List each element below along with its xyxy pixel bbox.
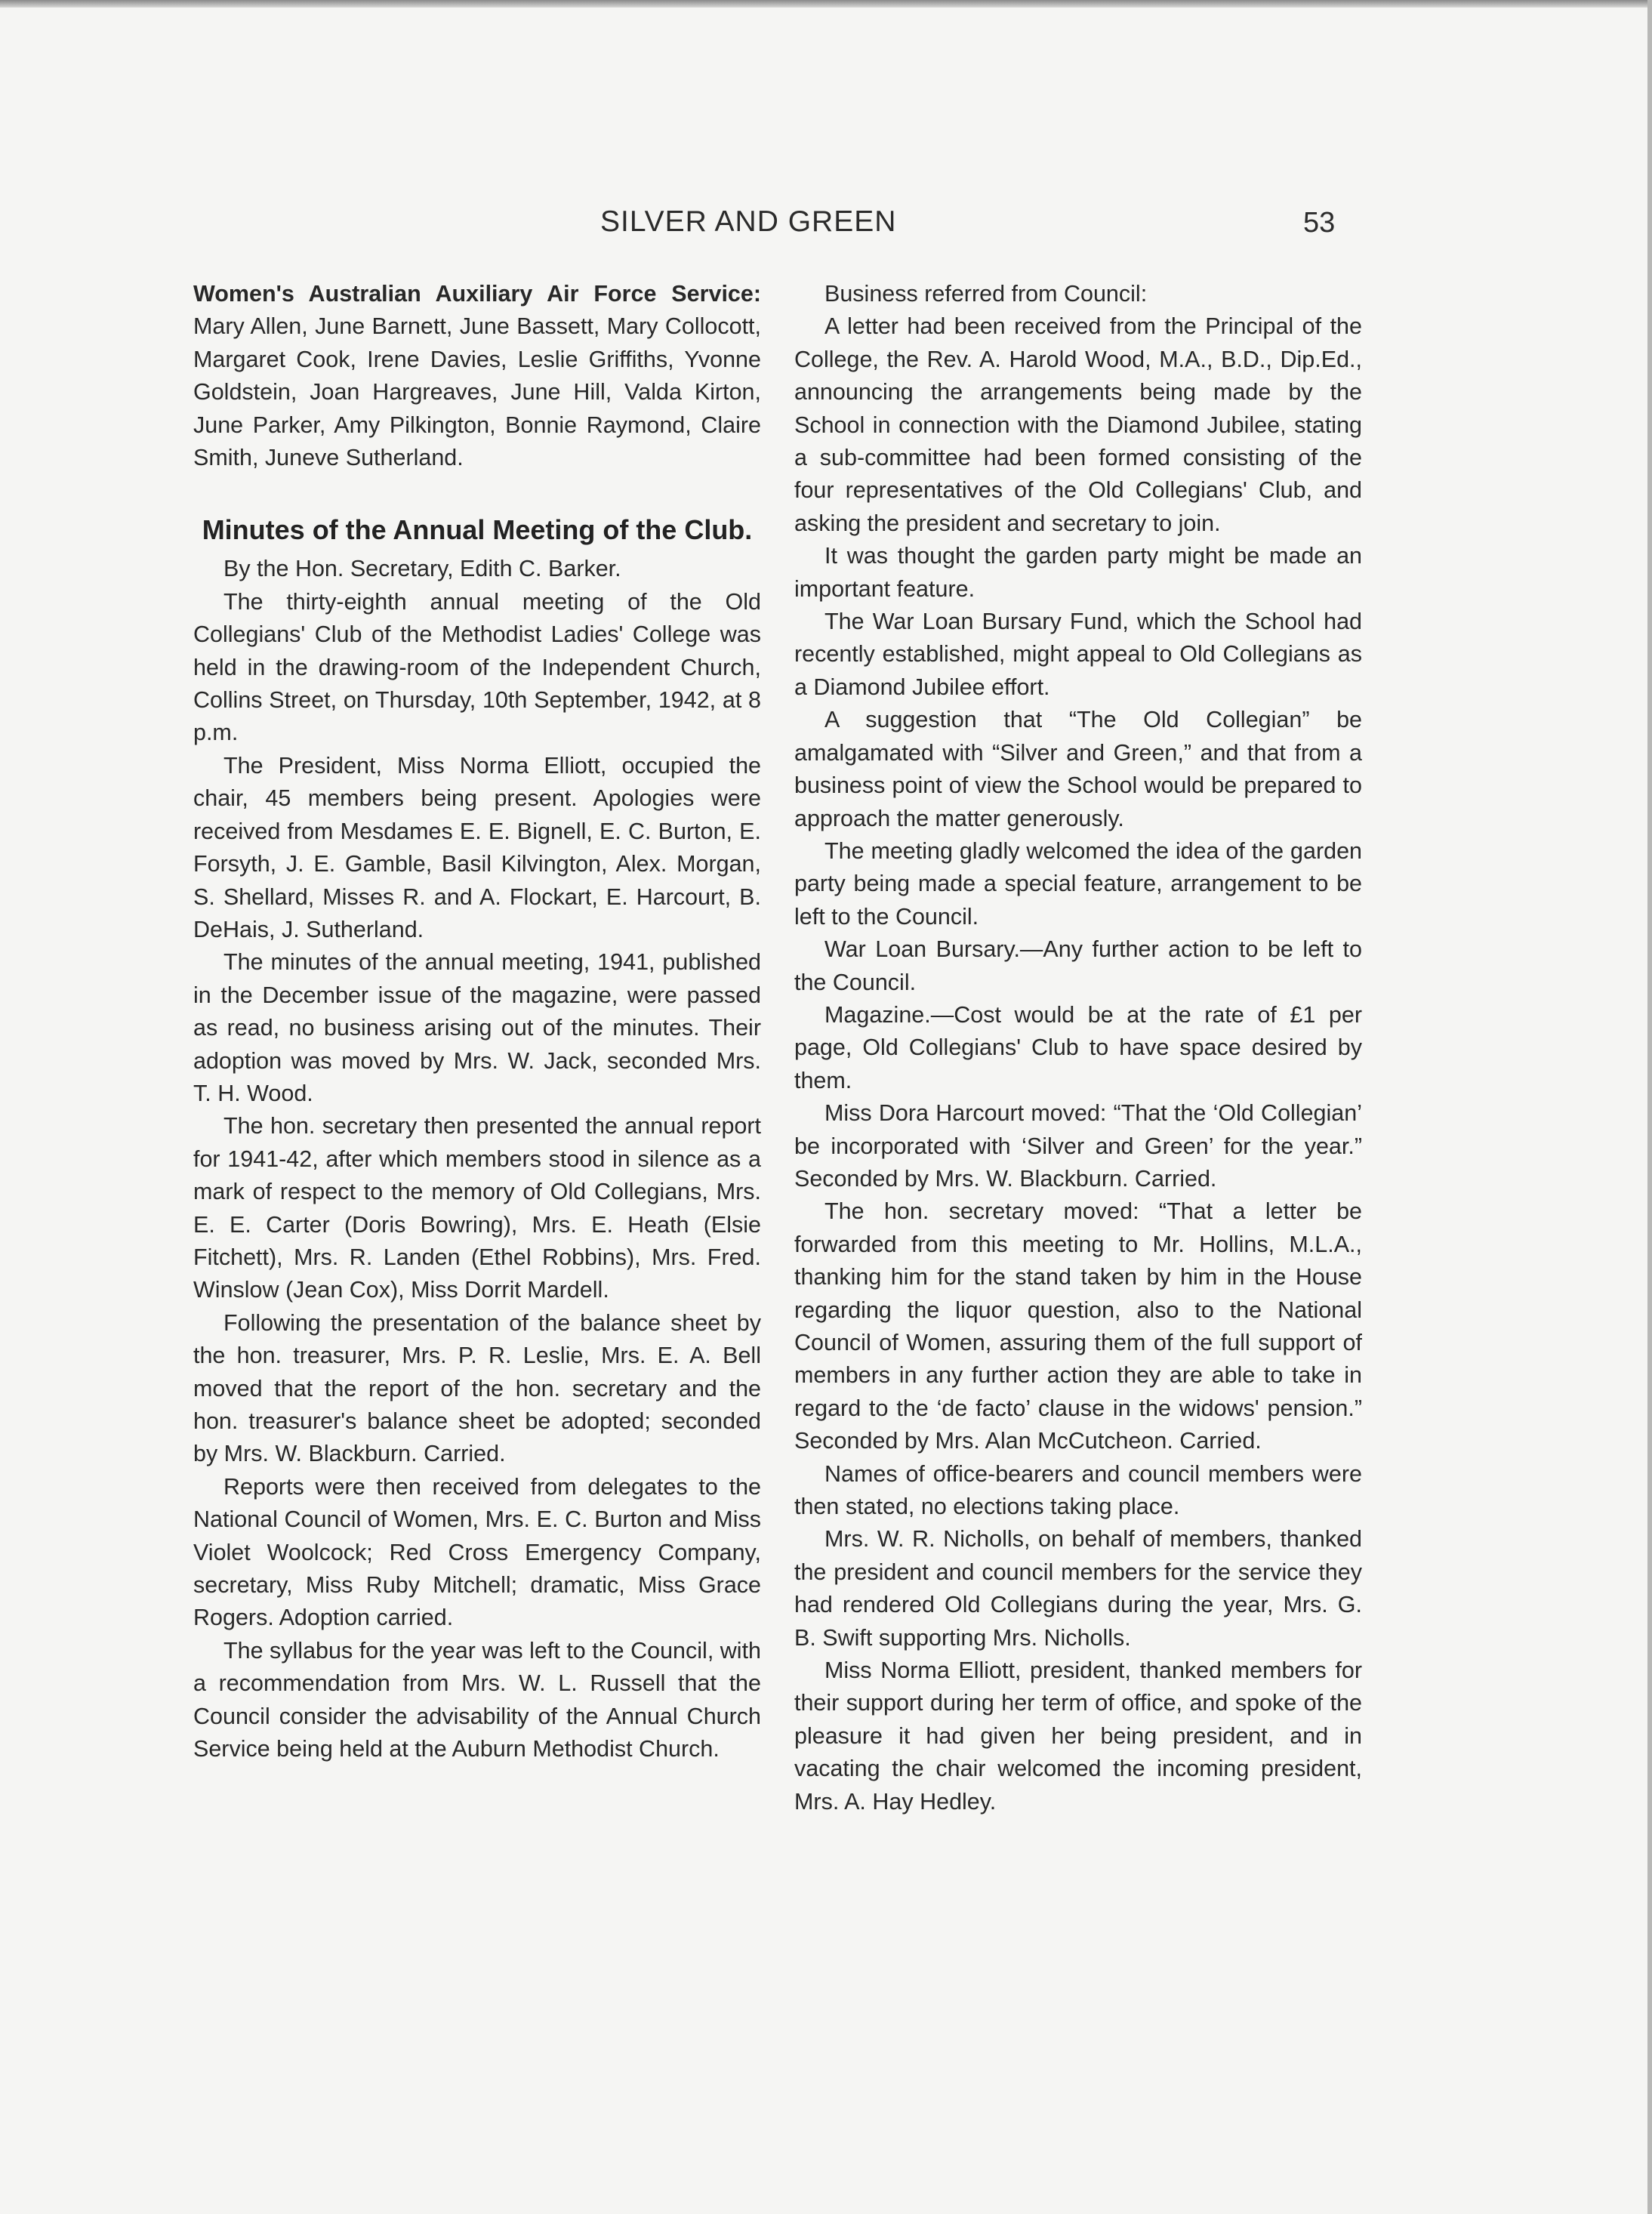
body-paragraph: Reports were then received from delegates to the National Council of Women, Mrs. E. C. Burton and Miss Violet Woolcock; Red Cross Emergency Company, secretary, Miss Ruby Mitchell; dramatic, Miss Grace Rogers. Adoption carried. xyxy=(193,1473,761,1631)
minutes-section-title: Minutes of the Annual Meeting of the Club. xyxy=(202,514,753,546)
body-paragraph: Miss Dora Harcourt moved: “That the ‘Old Collegian’ be incorporated with ‘Silver and Green’ for the year.” Seconded by Mrs. W. Blackburn. Carried. xyxy=(794,1100,1362,1192)
body-paragraph: The meeting gladly welcomed the idea of the garden party being made a special feature, arrangement to be left to the Council. xyxy=(794,837,1362,930)
body-paragraph: Mrs. W. R. Nicholls, on behalf of members, thanked the president and council members for the service they had rendered Old Collegians during the year, Mrs. G. B. Swift supporting Mrs. Nicholls. xyxy=(794,1526,1362,1651)
body-paragraph: War Loan Bursary.—Any further action to be left to the Council. xyxy=(794,936,1362,995)
body-paragraph: A suggestion that “The Old Collegian” be amalgamated with “Silver and Green,” and that from a business point of view the School would be prepared to approach the matter generously. xyxy=(794,707,1362,831)
byline-paragraph: By the Hon. Secretary, Edith C. Barker. xyxy=(223,556,621,582)
body-paragraph: Business referred from Council: xyxy=(824,281,1148,307)
body-paragraph: The hon. secretary moved: “That a letter be forwarded from this meeting to Mr. Hollins, M.L.A., thanking him for the stand taken by him in the House regarding the liquor question, also to the National Council of Women, assuring them of the full support of members in any further action they are able to take in regard to the ‘de facto’ clause in the widows' pension.” Seconded by Mrs. Alan McCutcheon. Carried. xyxy=(794,1198,1362,1454)
body-paragraph: The syllabus for the year was left to the Council, with a recommendation from Mrs. W. L. Russell that the Council consider the advisability of the Annual Church Service being held at the Auburn Methodist Church. xyxy=(193,1637,761,1762)
body-paragraph: The President, Miss Norma Elliott, occupied the chair, 45 members being present. Apologies were received from Mesdames E. E. Bignell, E. C. Burton, E. Forsyth, J. E. Gamble, Basil Kilvington, Alex. Morgan, S. Shellard, Misses R. and A. Flockart, E. Harcourt, B. DeHais, J. Sutherland. xyxy=(193,752,761,942)
body-paragraph: Names of office-bearers and council members were then stated, no elections taking place. xyxy=(794,1460,1362,1520)
body-paragraph: The thirty-eighth annual meeting of the Old Collegians' Club of the Methodist Ladies' College was held in the drawing-room of the Independent Church, Collins Street, on Thursday, 10th September, 1942, at 8 p.m. xyxy=(193,588,761,746)
running-head: SILVER AND GREEN xyxy=(600,205,897,238)
scan-top-edge xyxy=(0,0,1652,8)
scan-right-edge xyxy=(1647,0,1652,2214)
body-paragraph: Following the presentation of the balance sheet by the hon. treasurer, Mrs. P. R. Leslie, Mrs. E. A. Bell moved that the report of the hon. secretary and the hon. treasurer's balance sheet be adopted; seconded by Mrs. W. Blackburn. Carried. xyxy=(193,1309,761,1467)
body-paragraph: Miss Norma Elliott, president, thanked members for their support during her term of office, and spoke of the pleasure it had given her being president, and in vacating the chair welcomed the incoming president, Mrs. A. Hay Hedley. xyxy=(794,1657,1362,1815)
body-paragraph: The War Loan Bursary Fund, which the School had recently established, might appeal to Old Collegians as a Diamond Jubilee effort. xyxy=(794,609,1362,700)
waaf-names: Mary Allen, June Barnett, June Bassett, Mary Collocott, Margaret Cook, Irene Davies, Leslie Griffiths, Yvonne Goldstein, Joan Hargreaves, June Hill, Valda Kirton, June Parker, Amy Pilkington, Bonnie Raymond, Claire Smith, Juneve Sutherland. xyxy=(193,313,761,471)
body-paragraph: It was thought the garden party might be made an important feature. xyxy=(794,543,1362,602)
waaf-paragraph xyxy=(193,278,761,474)
waaf-heading: Women's Australian Auxiliary Air Force Service: xyxy=(193,281,761,307)
left-column xyxy=(193,278,761,1765)
body-paragraph: A letter had been received from the Principal of the College, the Rev. A. Harold Wood, M.A., B.D., Dip.Ed., announcing the arrangements being made by the School in connection with the Diamond Jubilee, stating a sub-committee had been formed consisting of the four representatives of the Old Collegians' Club, and asking the president and secretary to join. xyxy=(794,313,1362,536)
right-column xyxy=(794,278,1362,1818)
body-paragraph: The minutes of the annual meeting, 1941, published in the December issue of the magazine, were passed as read, no business arising out of the minutes. Their adoption was moved by Mrs. W. Jack, seconded Mrs. T. H. Wood. xyxy=(193,949,761,1106)
body-paragraph: Magazine.—Cost would be at the rate of £1 per page, Old Collegians' Club to have space desired by them. xyxy=(794,1001,1362,1093)
body-paragraph: The hon. secretary then presented the annual report for 1941-42, after which members stood in silence as a mark of respect to the memory of Old Collegians, Mrs. E. E. Carter (Doris Bowring), Mrs. E. Heath (Elsie Fitchett), Mrs. R. Landen (Ethel Robbins), Mrs. Fred. Winslow (Jean Cox), Miss Dorrit Mardell. xyxy=(193,1113,761,1303)
page-number: 53 xyxy=(1303,207,1336,239)
